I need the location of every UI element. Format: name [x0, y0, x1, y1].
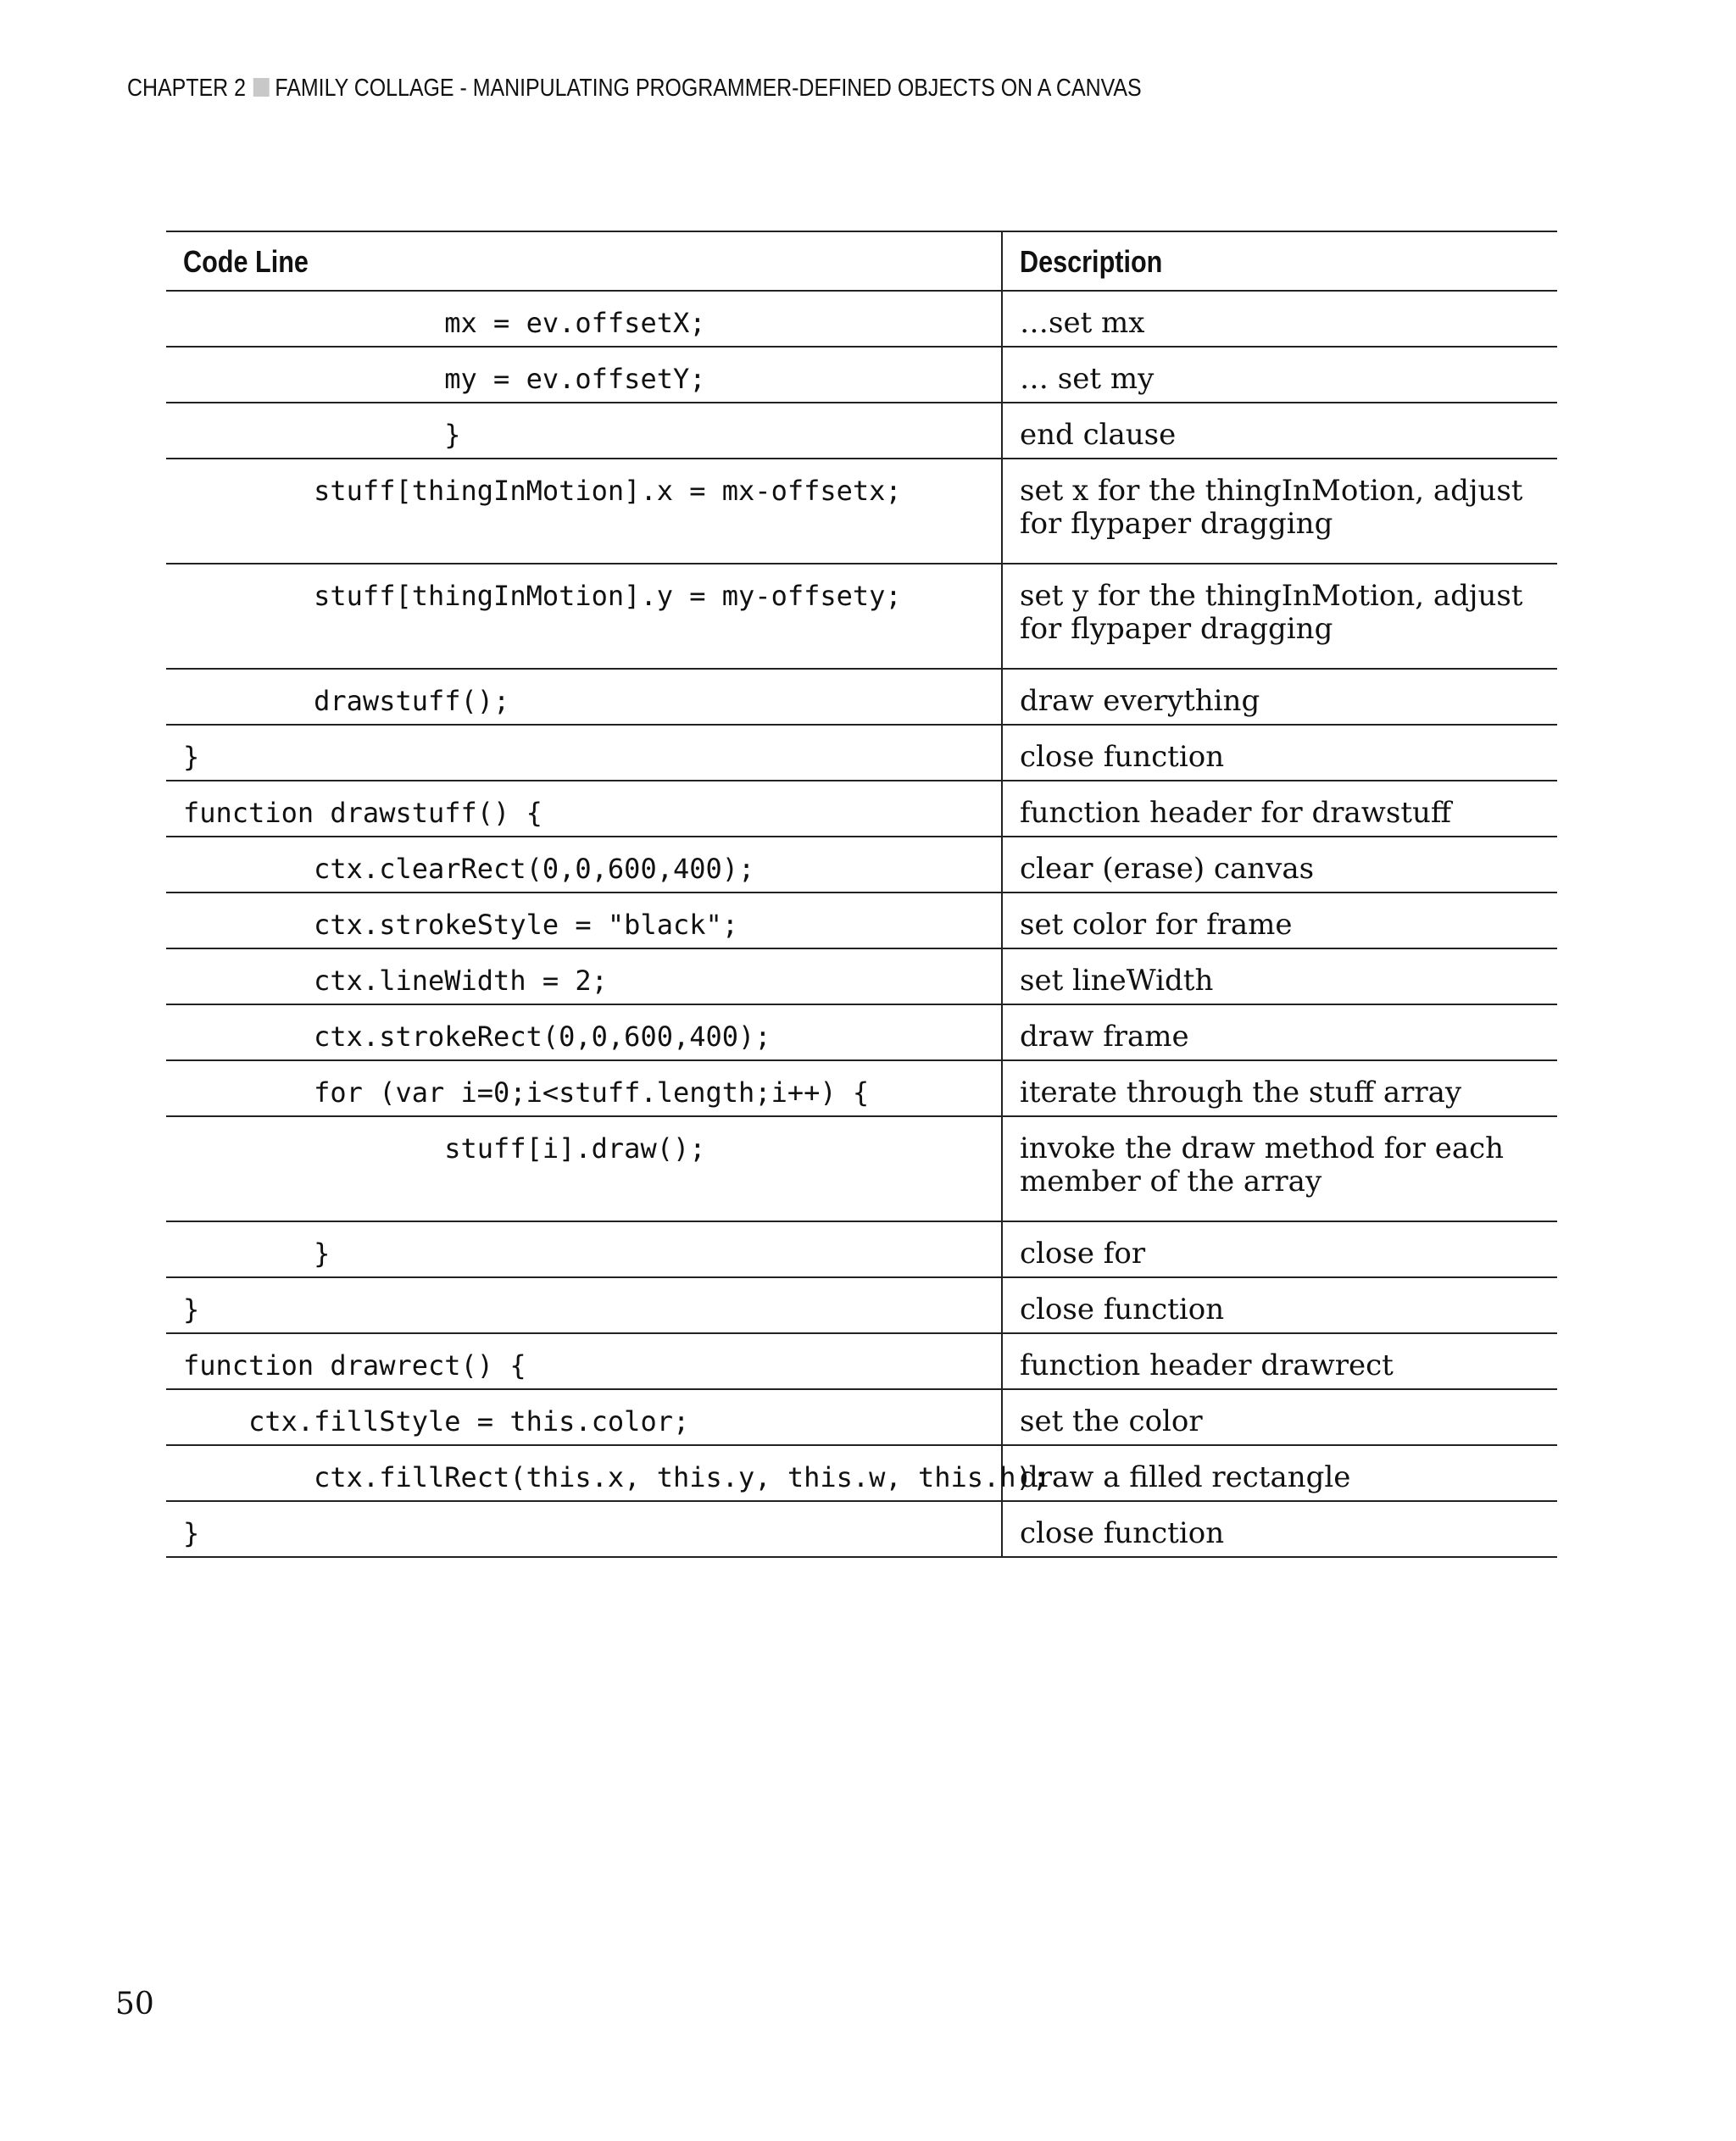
description-cell: … set my: [1002, 347, 1557, 403]
code-cell: }: [166, 725, 1002, 781]
description-cell: …set mx: [1002, 291, 1557, 347]
code-cell: ctx.lineWidth = 2;: [166, 948, 1002, 1004]
code-cell: function drawrect() {: [166, 1333, 1002, 1389]
code-cell: my = ev.offsetY;: [166, 347, 1002, 403]
table-row: [166, 837, 1557, 893]
description-cell: invoke the draw method for each member of the array: [1002, 1116, 1557, 1221]
description-cell: function header for drawstuff: [1002, 781, 1557, 837]
table-row: [166, 1501, 1557, 1557]
table-row: [166, 1004, 1557, 1060]
running-head: [127, 75, 1142, 103]
code-cell: stuff[thingInMotion].y = my-offsety;: [166, 564, 1002, 669]
table-row: [166, 1221, 1557, 1277]
table-row: [166, 459, 1557, 564]
description-cell: draw everything: [1002, 669, 1557, 725]
code-cell: ctx.strokeRect(0,0,600,400);: [166, 1004, 1002, 1060]
code-cell: drawstuff();: [166, 669, 1002, 725]
table-row: [166, 781, 1557, 837]
code-cell: function drawstuff() {: [166, 781, 1002, 837]
description-cell: draw frame: [1002, 1004, 1557, 1060]
description-cell: draw a filled rectangle: [1002, 1445, 1557, 1501]
code-cell: ctx.fillRect(this.x, this.y, this.w, this.h);: [166, 1445, 1002, 1501]
description-cell: set the color: [1002, 1389, 1557, 1445]
table-row: [166, 1116, 1557, 1221]
table-row: [166, 893, 1557, 948]
table-row: [166, 725, 1557, 781]
description-cell: iterate through the stuff array: [1002, 1060, 1557, 1116]
table-row: [166, 347, 1557, 403]
code-cell: }: [166, 403, 1002, 459]
table-row: [166, 669, 1557, 725]
table-header-row: [166, 231, 1557, 291]
table-row: [166, 1060, 1557, 1116]
description-cell: clear (erase) canvas: [1002, 837, 1557, 893]
header-description: Description: [1002, 231, 1557, 291]
description-cell: set y for the thingInMotion, adjust for flypaper dragging: [1002, 564, 1557, 669]
code-cell: mx = ev.offsetX;: [166, 291, 1002, 347]
code-cell: }: [166, 1501, 1002, 1557]
table-row: [166, 564, 1557, 669]
chapter-title: FAMILY COLLAGE - MANIPULATING PROGRAMMER-DEFINED OBJECTS ON A CANVAS: [275, 75, 1142, 102]
code-cell: stuff[i].draw();: [166, 1116, 1002, 1221]
description-cell: end clause: [1002, 403, 1557, 459]
code-cell: stuff[thingInMotion].x = mx-offsetx;: [166, 459, 1002, 564]
description-cell: close function: [1002, 1277, 1557, 1333]
description-cell: close for: [1002, 1221, 1557, 1277]
code-cell: ctx.fillStyle = this.color;: [166, 1389, 1002, 1445]
description-cell: close function: [1002, 1501, 1557, 1557]
description-cell: set color for frame: [1002, 893, 1557, 948]
code-description-table: [166, 231, 1557, 1558]
code-cell: ctx.strokeStyle = "black";: [166, 893, 1002, 948]
description-cell: set lineWidth: [1002, 948, 1557, 1004]
table-row: [166, 403, 1557, 459]
description-cell: close function: [1002, 725, 1557, 781]
code-cell: }: [166, 1277, 1002, 1333]
separator-square-icon: [253, 78, 270, 97]
table-row: [166, 291, 1557, 347]
table-row: [166, 1389, 1557, 1445]
header-code-line: Code Line: [166, 231, 1002, 291]
table-row: [166, 1445, 1557, 1501]
table-row: [166, 948, 1557, 1004]
code-cell: for (var i=0;i<stuff.length;i++) {: [166, 1060, 1002, 1116]
code-cell: ctx.clearRect(0,0,600,400);: [166, 837, 1002, 893]
description-cell: function header drawrect: [1002, 1333, 1557, 1389]
code-cell: }: [166, 1221, 1002, 1277]
description-cell: set x for the thingInMotion, adjust for flypaper dragging: [1002, 459, 1557, 564]
table-row: [166, 1277, 1557, 1333]
chapter-label: CHAPTER 2: [127, 75, 246, 102]
table-row: [166, 1333, 1557, 1389]
page-number: 50: [115, 1987, 154, 2021]
